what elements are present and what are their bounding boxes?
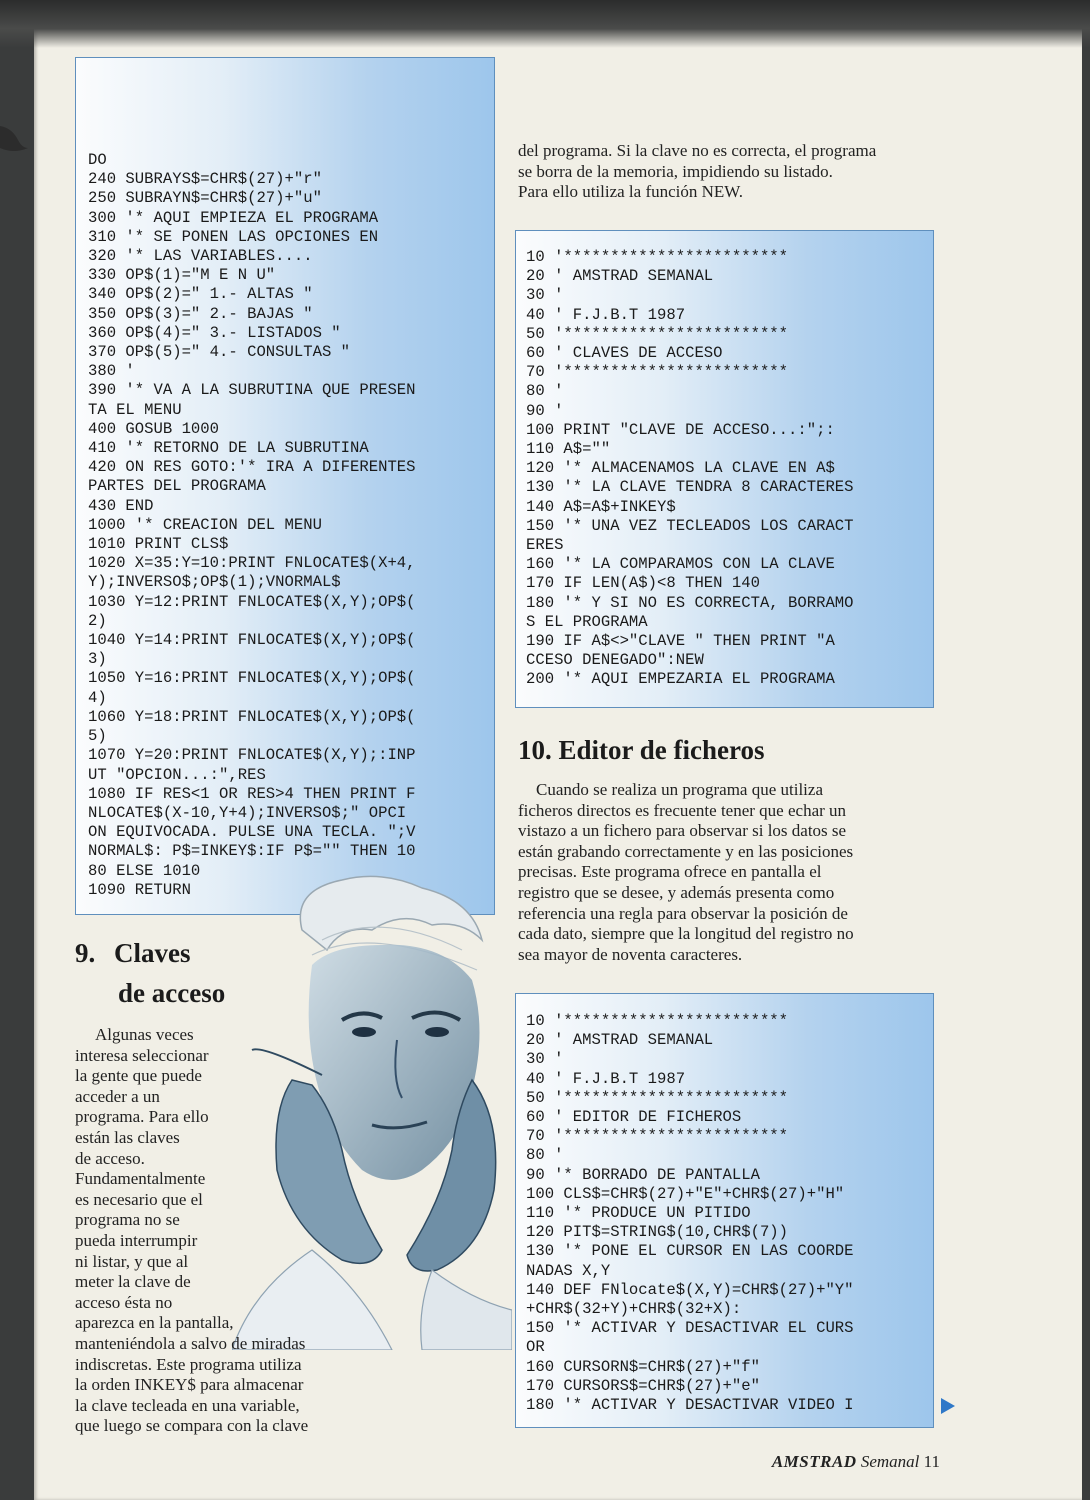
claves-code-listing-box bbox=[515, 230, 934, 708]
code-line: CCESO DENEGADO":NEW bbox=[526, 651, 704, 670]
code-line: 1090 RETURN bbox=[88, 880, 191, 899]
code-line: 50 '************************ bbox=[526, 1088, 789, 1107]
code-line: 5) bbox=[88, 727, 107, 746]
text-line: la orden INKEY$ para almacenar bbox=[75, 1375, 304, 1395]
code-line: 1080 IF RES<1 OR RES>4 THEN PRINT F bbox=[88, 784, 416, 803]
code-line: 20 ' AMSTRAD SEMANAL bbox=[526, 267, 714, 286]
code-line: UT "OPCION...:",RES bbox=[88, 765, 266, 784]
code-line: 90 ' bbox=[526, 401, 564, 420]
text-line: meter la clave de bbox=[75, 1272, 191, 1292]
text-line: aparezca en la pantalla, bbox=[75, 1313, 234, 1333]
code-line: 430 END bbox=[88, 496, 154, 515]
code-line: 20 ' AMSTRAD SEMANAL bbox=[526, 1031, 714, 1050]
code-line: 200 '* AQUI EMPEZARIA EL PROGRAMA bbox=[526, 670, 835, 689]
text-line: se borra de la memoria, impidiendo su listado. bbox=[518, 161, 833, 181]
section-9-title bbox=[75, 936, 191, 970]
text-line: que luego se compara con la clave bbox=[75, 1416, 309, 1436]
code-line: 160 CURSORN$=CHR$(27)+"f" bbox=[526, 1357, 760, 1376]
text-line: acceso ésta no bbox=[75, 1292, 173, 1312]
code-line: 310 '* SE PONEN LAS OPCIONES EN bbox=[88, 227, 379, 246]
text-line: pueda interrumpir bbox=[75, 1230, 198, 1250]
code-line: PARTES DEL PROGRAMA bbox=[88, 477, 266, 496]
code-line: 340 OP$(2)=" 1.- ALTAS " bbox=[88, 285, 313, 304]
text-line: referencia una regla para observar la posición de bbox=[518, 903, 848, 923]
text-line: están las claves bbox=[75, 1127, 180, 1147]
code-line: 100 PRINT "CLAVE DE ACCESO...:";: bbox=[526, 420, 835, 439]
code-line: 10 '************************ bbox=[526, 248, 789, 266]
code-line: 1070 Y=20:PRINT FNLOCATE$(X,Y);:INP bbox=[88, 746, 416, 765]
code-line: 80 ' bbox=[526, 382, 564, 401]
text-line: sea mayor de noventa caracteres. bbox=[518, 944, 743, 964]
section-9-body bbox=[75, 1025, 308, 1437]
code-line: 1060 Y=18:PRINT FNLOCATE$(X,Y);OP$( bbox=[88, 707, 416, 726]
code-line: 390 '* VA A LA SUBRUTINA QUE PRESEN bbox=[88, 381, 416, 400]
code-line: 1020 X=35:Y=10:PRINT FNLOCATE$(X+4, bbox=[88, 554, 416, 573]
code-line: 40 ' F.J.B.T 1987 bbox=[526, 305, 686, 324]
code-line: 10 '************************ bbox=[526, 1012, 789, 1030]
left-code-listing bbox=[88, 151, 416, 900]
code-line: 40 ' F.J.B.T 1987 bbox=[526, 1069, 686, 1088]
text-line: registro que se desee, y además presenta como bbox=[518, 882, 835, 902]
section-10-body bbox=[518, 780, 854, 965]
code-line: 360 OP$(4)=" 3.- LISTADOS " bbox=[88, 323, 341, 342]
code-line: 370 OP$(5)=" 4.- CONSULTAS " bbox=[88, 343, 351, 362]
code-line: 330 OP$(1)="M E N U" bbox=[88, 266, 276, 285]
text-line: cada dato, siempre que la longitud del registro no bbox=[518, 924, 854, 944]
code-line: 3) bbox=[88, 650, 107, 669]
code-line: DO bbox=[88, 151, 107, 169]
editor-code-listing bbox=[526, 1012, 854, 1415]
text-line: están grabando correctamente y en las posiciones bbox=[518, 841, 854, 861]
code-line: 300 '* AQUI EMPIEZA EL PROGRAMA bbox=[88, 208, 379, 227]
code-line: 410 '* RETORNO DE LA SUBRUTINA bbox=[88, 439, 369, 458]
code-line: ERES bbox=[526, 536, 564, 555]
text-line: precisas. Este programa ofrece en pantalla el bbox=[518, 862, 822, 882]
triangle-right-icon bbox=[941, 1398, 955, 1414]
code-line: 180 '* ACTIVAR Y DESACTIVAR VIDEO I bbox=[526, 1396, 854, 1415]
text-line: Cuando se realiza un programa que utiliza bbox=[536, 780, 823, 799]
code-line: OR bbox=[526, 1338, 545, 1357]
code-line: ON EQUIVOCADA. PULSE UNA TECLA. ";V bbox=[88, 823, 416, 842]
editor-code-listing-box bbox=[515, 993, 934, 1428]
code-line: 170 CURSORS$=CHR$(27)+"e" bbox=[526, 1376, 760, 1395]
section-10-title: 10. Editor de ficheros bbox=[518, 735, 765, 765]
code-line: 420 ON RES GOTO:'* IRA A DIFERENTES bbox=[88, 458, 416, 477]
code-line: 110 '* PRODUCE UN PITIDO bbox=[526, 1204, 751, 1223]
code-line: 150 '* ACTIVAR Y DESACTIVAR EL CURS bbox=[526, 1319, 854, 1338]
code-line: 60 ' EDITOR DE FICHEROS bbox=[526, 1108, 742, 1127]
section-9-title-line2: de acceso bbox=[118, 978, 226, 1008]
code-line: S EL PROGRAMA bbox=[526, 612, 648, 631]
section-9-number: 9. bbox=[75, 938, 96, 968]
text-line: interesa seleccionar bbox=[75, 1045, 209, 1065]
code-line: 240 SUBRAYS$=CHR$(27)+"r" bbox=[88, 170, 322, 189]
code-line: 90 '* BORRADO DE PANTALLA bbox=[526, 1165, 760, 1184]
code-line: TA EL MENU bbox=[88, 400, 182, 419]
code-line: NLOCATE$(X-10,Y+4);INVERSO$;" OPCI bbox=[88, 803, 407, 822]
code-line: 190 IF A$<>"CLAVE " THEN PRINT "A bbox=[526, 632, 835, 651]
code-line: 1030 Y=12:PRINT FNLOCATE$(X,Y);OP$( bbox=[88, 592, 416, 611]
code-line: NORMAL$: P$=INKEY$:IF P$="" THEN 10 bbox=[88, 842, 416, 861]
text-line: vistazo a un fichero para observar si los datos se bbox=[518, 821, 847, 841]
code-line: 320 '* LAS VARIABLES.... bbox=[88, 247, 313, 266]
page-number: 11 bbox=[923, 1452, 940, 1471]
code-line: 1000 '* CREACION DEL MENU bbox=[88, 515, 322, 534]
text-line: Para ello utiliza la función NEW. bbox=[518, 182, 744, 202]
code-line: 4) bbox=[88, 688, 107, 707]
text-line: indiscretas. Este programa utiliza bbox=[75, 1354, 302, 1374]
scan-shadow bbox=[0, 0, 1090, 48]
code-line: 400 GOSUB 1000 bbox=[88, 419, 220, 438]
code-line: 1010 PRINT CLS$ bbox=[88, 535, 229, 554]
code-line: 100 CLS$=CHR$(27)+"E"+CHR$(27)+"H" bbox=[526, 1184, 845, 1203]
text-line: del programa. Si la clave no es correcta, el programa bbox=[518, 141, 877, 160]
page-bleed-mark bbox=[0, 118, 30, 158]
text-line: Fundamentalmente bbox=[75, 1169, 206, 1189]
text-line: ni listar, y que al bbox=[75, 1251, 189, 1271]
code-line: 380 ' bbox=[88, 362, 135, 381]
text-line: de acceso. bbox=[75, 1148, 145, 1168]
code-line: 1050 Y=16:PRINT FNLOCATE$(X,Y);OP$( bbox=[88, 669, 416, 688]
code-line: 250 SUBRAYN$=CHR$(27)+"u" bbox=[88, 189, 322, 208]
code-line: 110 A$="" bbox=[526, 440, 611, 459]
code-line: +CHR$(32+Y)+CHR$(32+X): bbox=[526, 1300, 742, 1319]
code-line: 70 '************************ bbox=[526, 1127, 789, 1146]
code-line: 150 '* UNA VEZ TECLEADOS LOS CARACT bbox=[526, 516, 854, 535]
section-9-title-line1: Claves bbox=[114, 938, 191, 968]
code-line: 80 ' bbox=[526, 1146, 564, 1165]
text-line: manteniéndola a salvo de miradas bbox=[75, 1333, 306, 1353]
code-line: 120 PIT$=STRING$(10,CHR$(7)) bbox=[526, 1223, 789, 1242]
code-line: 130 '* LA CLAVE TENDRA 8 CARACTERES bbox=[526, 478, 854, 497]
claves-code-listing bbox=[526, 248, 854, 690]
code-line: 70 '************************ bbox=[526, 363, 789, 382]
code-line: 160 '* LA COMPARAMOS CON LA CLAVE bbox=[526, 555, 835, 574]
intro-paragraph bbox=[518, 141, 876, 203]
text-line: acceder a un bbox=[75, 1086, 160, 1106]
code-line: 170 IF LEN(A$)<8 THEN 140 bbox=[526, 574, 760, 593]
text-line: programa no se bbox=[75, 1210, 180, 1230]
code-line: 30 ' bbox=[526, 1050, 564, 1069]
text-line: es necesario que el bbox=[75, 1189, 203, 1209]
text-line: Algunas veces bbox=[95, 1025, 194, 1044]
code-line: 60 ' CLAVES DE ACCESO bbox=[526, 344, 723, 363]
code-line: 180 '* Y SI NO ES CORRECTA, BORRAMO bbox=[526, 593, 854, 612]
code-line: 30 ' bbox=[526, 286, 564, 305]
left-code-listing-box bbox=[75, 57, 495, 915]
text-line: ficheros directos es frecuente tener que echar un bbox=[518, 800, 847, 820]
code-line: 140 DEF FNlocate$(X,Y)=CHR$(27)+"Y" bbox=[526, 1280, 854, 1299]
code-line: 120 '* ALMACENAMOS LA CLAVE EN A$ bbox=[526, 459, 835, 478]
code-line: 350 OP$(3)=" 2.- BAJAS " bbox=[88, 304, 313, 323]
text-line: la gente que puede bbox=[75, 1066, 202, 1086]
code-line: 80 ELSE 1010 bbox=[88, 861, 201, 880]
code-line: Y);INVERSO$;OP$(1);VNORMAL$ bbox=[88, 573, 341, 592]
code-line: 1040 Y=14:PRINT FNLOCATE$(X,Y);OP$( bbox=[88, 631, 416, 650]
text-line: la clave tecleada en una variable, bbox=[75, 1395, 300, 1415]
code-line: 140 A$=A$+INKEY$ bbox=[526, 497, 676, 516]
page-footer bbox=[772, 1452, 940, 1472]
code-line: 50 '************************ bbox=[526, 324, 789, 343]
text-line: programa. Para ello bbox=[75, 1107, 209, 1127]
code-line: NADAS X,Y bbox=[526, 1261, 611, 1280]
code-line: 130 '* PONE EL CURSOR EN LAS COORDE bbox=[526, 1242, 854, 1261]
code-line: 2) bbox=[88, 611, 107, 630]
footer-brand: AMSTRAD bbox=[771, 1452, 857, 1471]
footer-magazine: Semanal bbox=[860, 1452, 920, 1471]
